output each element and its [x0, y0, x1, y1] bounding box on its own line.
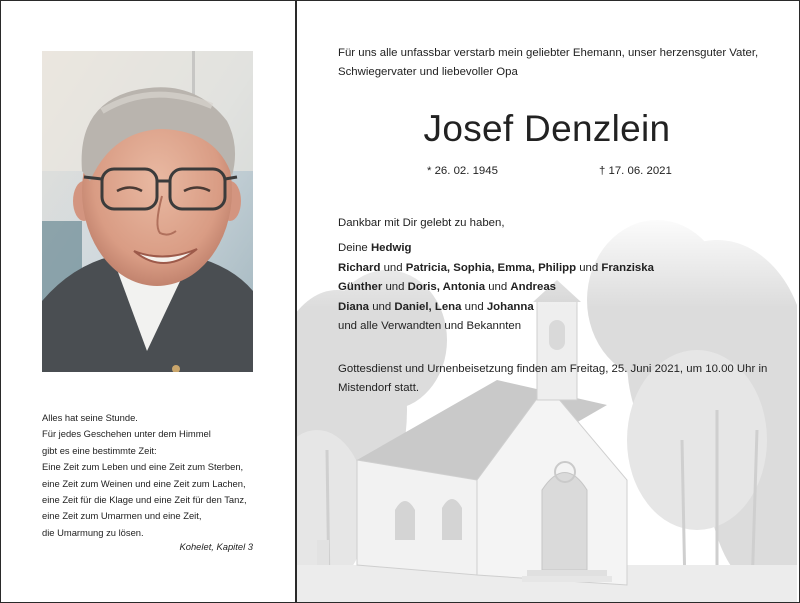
family-row: [338, 298, 778, 318]
family-row: [338, 278, 778, 298]
family-text: und: [380, 261, 406, 274]
poem-line: die Umarmung zu lösen.: [42, 526, 144, 538]
poem-line: eine Zeit zum Umarmen und eine Zeit,: [42, 510, 202, 522]
family-name: Daniel, Lena: [394, 300, 462, 313]
portrait-photo: [42, 51, 253, 372]
family-text: und: [461, 300, 487, 313]
family-text: und: [485, 281, 511, 293]
birth-date: * 26. 02. 1945: [427, 165, 498, 177]
poem-line: Eine Zeit zum Leben und eine Zeit zum Sterben,: [42, 461, 244, 473]
family-name: Doris, Antonia: [407, 281, 486, 293]
poem-line: gibt es eine bestimmte Zeit:: [42, 444, 157, 456]
deceased-name: Josef Denzlein: [423, 108, 671, 149]
family-row: und alle Verwandten und Bekannten: [338, 320, 522, 332]
poem-line: eine Zeit zum Weinen und eine Zeit zum Lachen,: [42, 477, 246, 489]
family-text: und: [369, 300, 395, 313]
intro-text: Für uns alle unfassbar verstarb mein geliebter Ehemann, unser herzensguter Vater, Schwiegervater und liebevoller Opa: [338, 47, 759, 78]
service-info: Gottesdienst und Urnenbeisetzung finden am Freitag, 25. Juni 2021, um 10.00 Uhr in Mistendorf statt.: [338, 363, 768, 394]
poem-line: Für jedes Geschehen unter dem Himmel: [42, 428, 211, 440]
family-list: [338, 239, 778, 337]
family-text: und: [576, 261, 602, 274]
family-name: Franziska: [601, 261, 654, 274]
family-name: Patricia, Sophia, Emma, Philipp: [405, 261, 577, 274]
death-date: † 17. 06. 2021: [599, 165, 672, 177]
family-name: Andreas: [510, 281, 556, 293]
poem-line: Alles hat seine Stunde.: [42, 412, 138, 423]
family-name: Richard: [338, 261, 381, 274]
family-name: Johanna: [486, 300, 534, 313]
family-text: und: [382, 281, 408, 293]
poem-source: Kohelet, Kapitel 3: [179, 541, 253, 552]
family-name: Günther: [338, 281, 383, 293]
family-text: Deine: [338, 242, 371, 254]
family-row: [338, 259, 778, 279]
family-name: Diana: [338, 300, 370, 313]
family-row: [338, 239, 778, 259]
thanks-line: Dankbar mit Dir gelebt zu haben,: [338, 217, 505, 229]
poem: [42, 410, 262, 541]
family-name: Hedwig: [370, 242, 412, 254]
poem-line: eine Zeit für die Klage und eine Zeit für den Tanz,: [42, 494, 247, 506]
